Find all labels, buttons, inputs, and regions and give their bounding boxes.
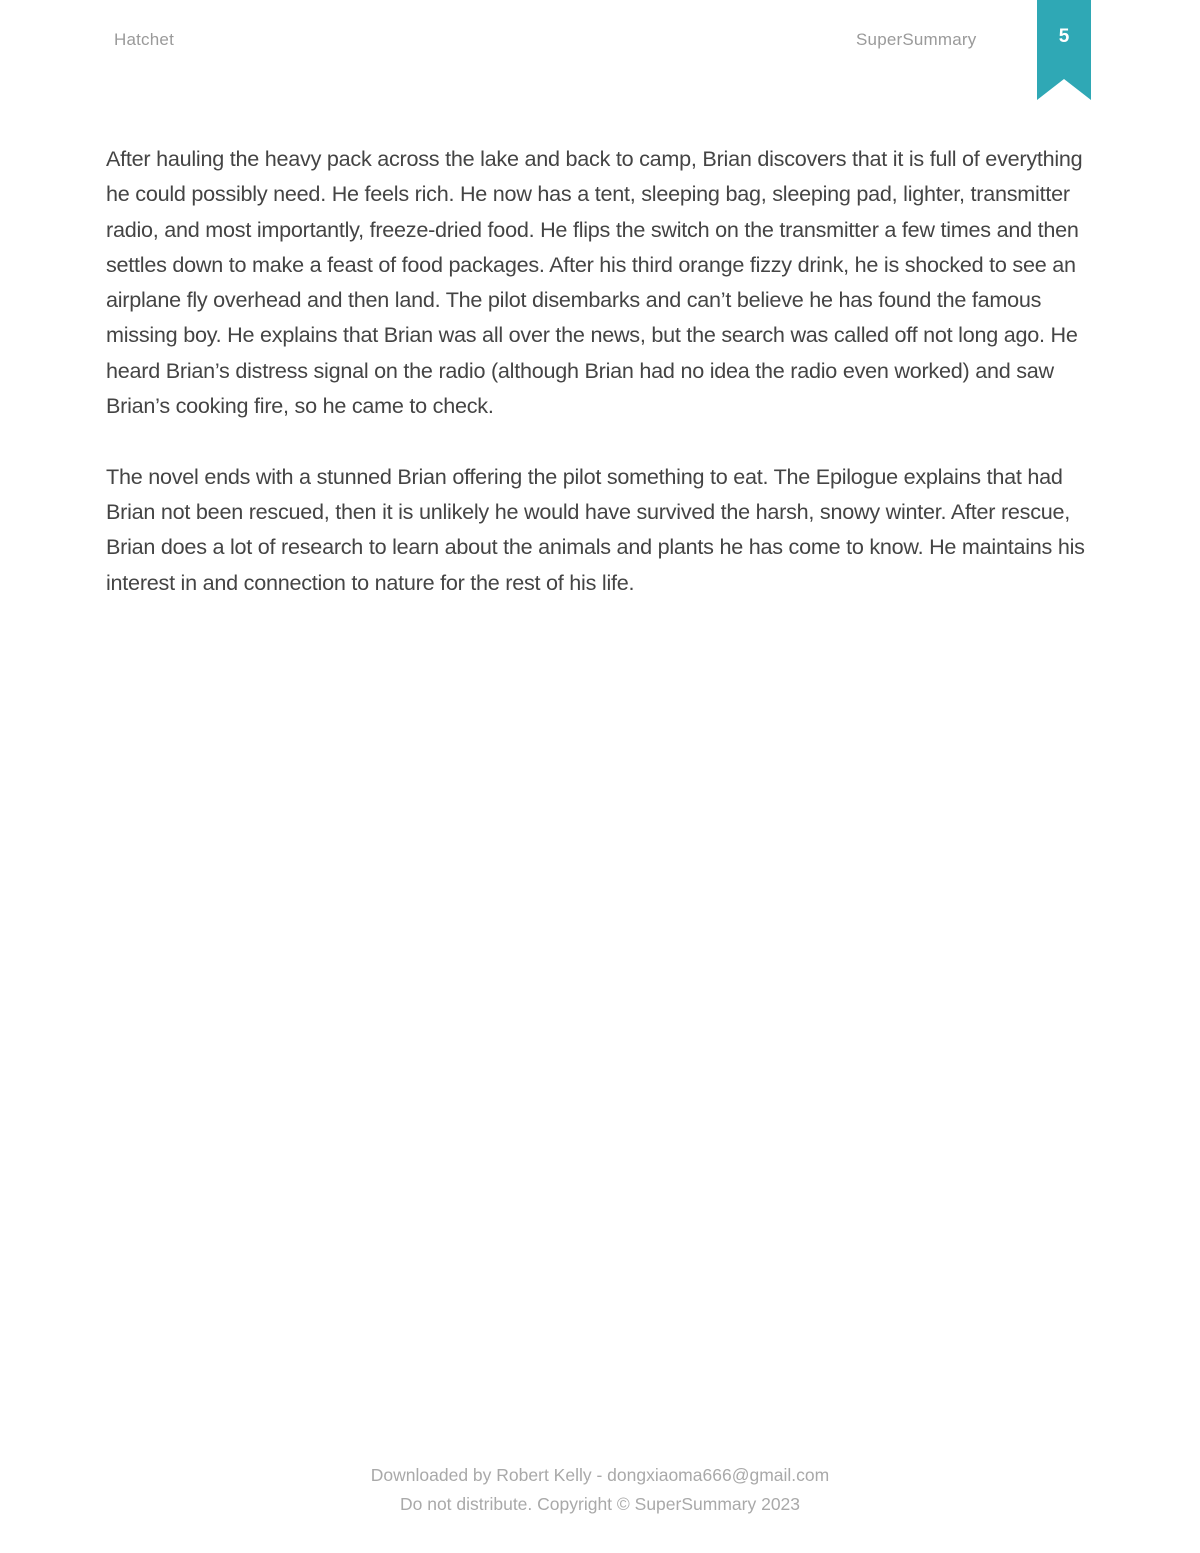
book-title: Hatchet: [114, 30, 174, 49]
page-footer: [0, 1461, 1200, 1519]
brand-name: SuperSummary: [856, 30, 977, 49]
paragraph: The novel ends with a stunned Brian offering the pilot something to eat. The Epilogue explains that had Brian not been rescued, then it is unlikely he would have survived the harsh, snowy winter. After rescue, Brian does a lot of research to learn about the animals and plants he has come to know. He maintains his interest in and connection to nature for the rest of his life.: [106, 463, 1085, 595]
page-number: 5: [1058, 26, 1070, 47]
summary-body: [106, 141, 1101, 635]
download-notice: Downloaded by Robert Kelly - dongxiaoma666@gmail.com: [370, 1465, 830, 1485]
page-number-ribbon: [1037, 0, 1091, 100]
bookmark-ribbon-icon: [1037, 0, 1091, 100]
paragraph: After hauling the heavy pack across the lake and back to camp, Brian discovers that it is full of everything he could possibly need. He feels rich. He now has a tent, sleeping bag, sleeping pad, lighter, transmitter radio, and most importantly, freeze-dried food. He flips the switch on the transmitter a few times and then settles down to make a feast of food packages. After his third orange fizzy drink, he is shocked to see an airplane fly overhead and then land. The pilot disembarks and can’t believe he has found the famous missing boy. He explains that Brian was all over the news, but the search was called off not long ago. He heard Brian’s distress signal on the radio (although Brian had no idea the radio even worked) and saw Brian’s cooking fire, so he came to check.: [106, 146, 1083, 419]
copyright-notice: Do not distribute. Copyright © SuperSummary 2023: [399, 1494, 801, 1514]
